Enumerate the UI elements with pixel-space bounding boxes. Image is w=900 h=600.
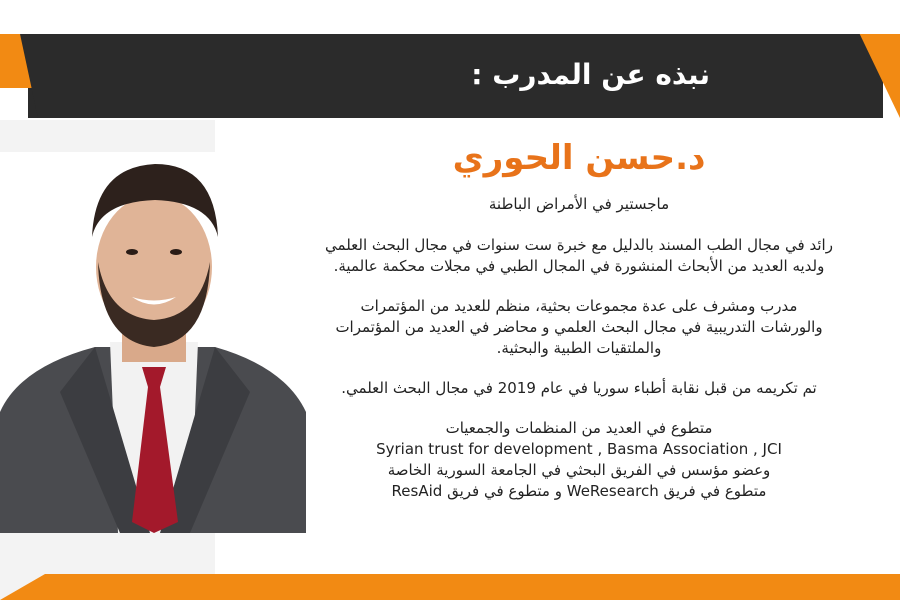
bio-line-1: رائد في مجال الطب المسند بالدليل مع خبرة ست سنوات في مجال البحث العلمي (325, 236, 833, 254)
bottom-accent-bar (0, 574, 900, 600)
volunteer-line-1: متطوع في العديد من المنظمات والجمعيات (445, 419, 713, 437)
trainer-line-1: مدرب ومشرف على عدة مجموعات بحثية، منظم للعديد من المؤتمرات (360, 297, 798, 315)
volunteer-line-2: Syrian trust for development , Basma Association , JCI (376, 440, 782, 458)
honor-line: تم تكريمه من قبل نقابة أطباء سوريا في عام 2019 في مجال البحث العلمي. (341, 379, 817, 397)
trainer-bio (318, 138, 840, 502)
trainer-name: د.حسن الحوري (452, 138, 706, 178)
trainer-line-2: والورشات التدريبية في مجال البحث العلمي و محاضر في العديد من المؤتمرات (335, 318, 823, 336)
volunteer-line-3: وعضو مؤسس في الفريق البحثي في الجامعة السورية الخاصة (387, 461, 771, 479)
header-bar (28, 34, 883, 118)
page-title: نبذه عن المدرب : (471, 58, 710, 91)
trainer-line-3: والملتقيات الطبية والبحثية. (496, 339, 662, 357)
bio-line-2: ولديه العديد من الأبحاث المنشورة في المجال الطبي في مجلات محكمة عالمية. (333, 257, 825, 275)
trainer-degree: ماجستير في الأمراض الباطنة (488, 195, 670, 213)
trainer-photo (0, 152, 306, 533)
volunteer-line-4: متطوع في فريق WeResearch و متطوع في فريق ResAid (391, 482, 767, 500)
trainer-portrait-image (0, 152, 306, 533)
